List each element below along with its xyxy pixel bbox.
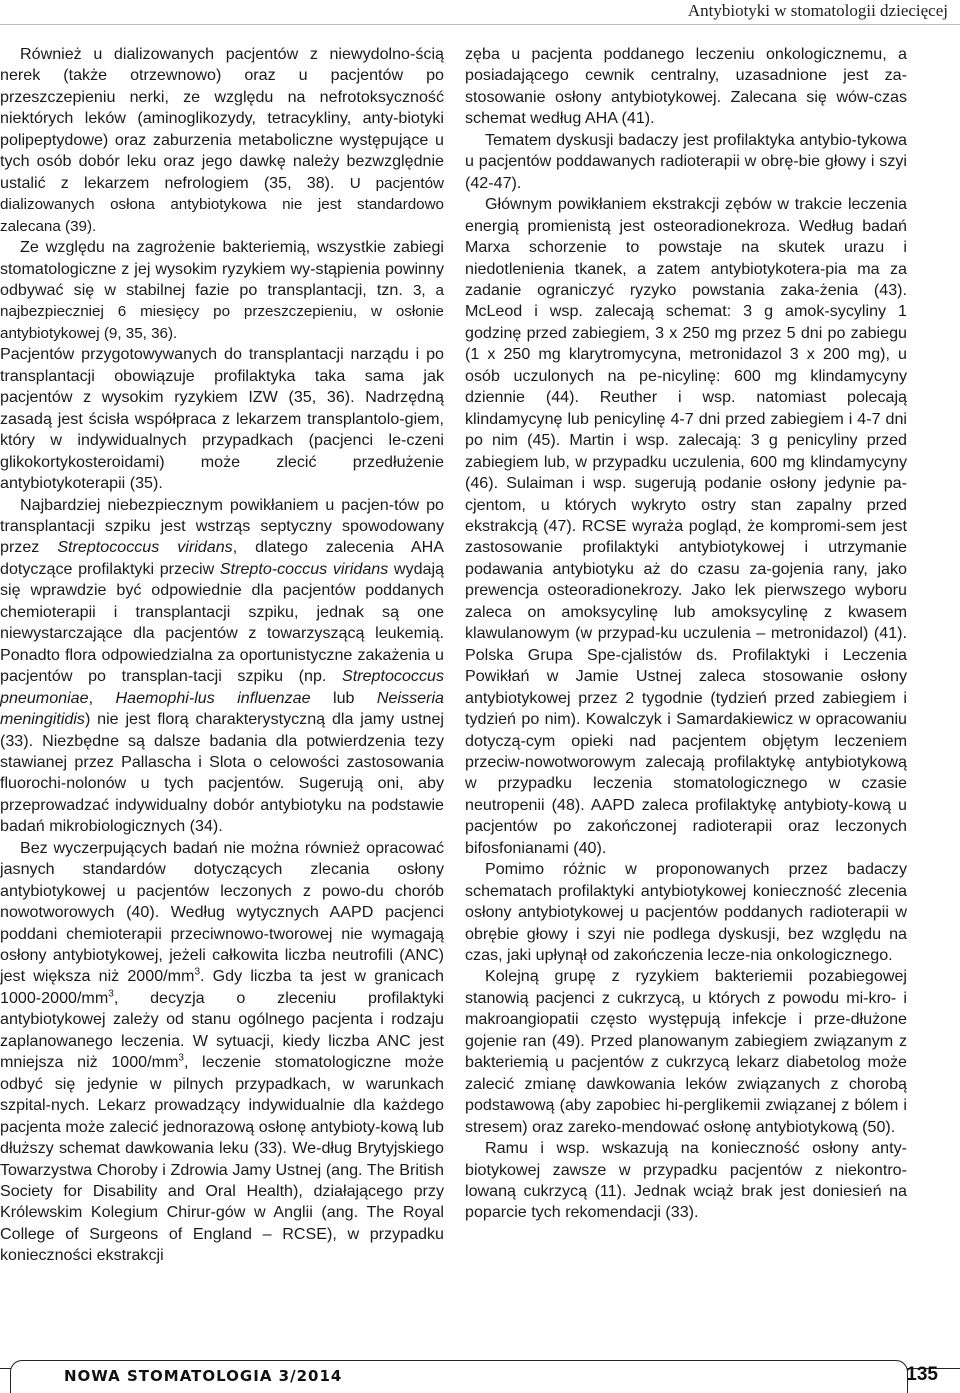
right-column xyxy=(465,44,907,1224)
paragraph: Również u dializowanych pacjentów z niewydolno-ścią nerek (także otrzewnowo) oraz u pacjentów po przeszczepieniu nerki, ze względu na nefrotoksyczność niektórych leków (aminoglikozydy, tetracykliny, anty-biotyki polipeptydowe) oraz zaburzenia metaboliczne występujące u tych osób dobór leku oraz jego dawkę należy bezwzględnie ustalić z lekarzem nefrologiem (35, 38). U pacjentów dializowanych osłona antybiotykowa nie jest standardowo zalecana (39). xyxy=(0,45,444,235)
running-title: Antybiotyki w stomatologii dziecięcej xyxy=(687,1,948,20)
paragraph: Głównym powikłaniem ekstrakcji zębów w trakcie leczenia energią promienistą jest osteoradionekroza. Według badań Marxa schorzenie to powstaje na skutek urazu i niedotlenienia tkanek, a zatem antybiotykotera-pia ma za zadanie ograniczyć ryzyko powstania zaka-żenia (43). McLeod i wsp. zalecają schemat: 3 g amok-sycyliny 1 godzinę przed zabiegiem, 3 x 250 mg przez 5 dni po zabiegu (1 x 250 mg klarytromycyna, metronidazol 3 x 200 mg), u osób uczulonych na pe-nicylinę: 600 mg klindamycyny dziennie (44). Reuther i wsp. natomiast polecają klindamycynę lub penicylinę 4-7 dni przed zabiegiem i 4-7 dni po nim (45). Martin i wsp. zalecają: 3 g penicyliny przed zabiegiem lub, w przypadku uczulenia, 600 mg klindamycyny (46). Sulaiman i wsp. sugerują podanie osłony jedynie pa-cjentom, u których wykryto ostry stan zapalny przed ekstrakcją (47). RCSE wyraża pogląd, że kompromi-sem jest zastosowanie profilaktyki antybiotykowej i utrzymanie podawania antybiotyku aż do czasu za-gojenia rany, jako prewencja osteoradionekrozy. Jako lek pierwszego wyboru zaleca on amoksycylinę lub amoksycylinę z kwasem klawulanowym (w przypad-ku uczulenia – metronidazol) (41). Polska Grupa Spe-cjalistów ds. Profilaktyki i Leczenia Powikłań w Jamie Ustnej zaleca stosowanie osłony antybiotykowej przez 2 tygodnie (tydzień przed zabiegiem i tydzień po nim). Kowalczyk i Samardakiewicz w opracowaniu dotyczą-cym opieki nad pacjentem objętym leczeniem przeciw-nowotworowym zalecają profilaktykę antybiotykową w przypadku leczenia stomatologicznego w czasie neutropenii (48). AAPD zaleca profilaktykę antybioty-kową u pacjentów po zakończonej radioterapii oraz leczonych bifosfonianami (40). xyxy=(465,195,907,857)
journal-name: NOWA STOMATOLOGIA 3/2014 xyxy=(64,1367,343,1385)
left-column xyxy=(0,44,444,1267)
paragraph: Tematem dyskusji badaczy jest profilaktyka antybio-tykowa u pacjentów poddawanych radioterapii w obrę-bie głowy i szyi (42-47). xyxy=(465,130,907,192)
header-rule xyxy=(0,24,960,25)
paragraph: Najbardziej niebezpiecznym powikłaniem u pacjen-tów po transplantacji szpiku jest wstrząs septyczny spowodowany przez Streptococcus viridans, dlatego zalecenia AHA dotyczące profilaktyki przeciw Strepto-coccus viridans wydają się wprawdzie być odpowiednie dla pacjentów poddanych chemioterapii i transplantacji szpiku, jednak są one niewystarczające dla pacjentów z towarzyszącą leukemią. Ponadto flora odpowiedzialna za oportunistyczne zakażenia u pacjentów po transplan-tacji szpiku (np. Streptococcus pneumoniae, Haemophi-lus influenzae lub Neisseria meningitidis) nie jest florą charakterystyczną dla jamy ustnej (33). Niezbędne są dalsze badania dla potwierdzenia tezy stawianej przez Pallascha i Slota o celowości zastosowania fluorochi-nolonów u tych pacjentów. Sugerują oni, aby przeprowadzać indywidualny dobór antybiotyku na podstawie badań mikrobiologicznych (34). xyxy=(0,495,445,836)
paragraph: Pacjentów przygotowywanych do transplantacji narządu i po transplantacji obowiązuje profilaktyka taka sama jak pacjentów z wysokim ryzykiem IZW (35, 36). Nadrzędną zasadą jest ścisła współpraca z lekarzem transplantolo-giem, który w indywidualnych przypadkach (pacjenci le-czeni glikokortykosteroidami) może zlecić przedłużenie antybiotykoterapii (35). xyxy=(0,345,444,493)
paragraph: Ze względu na zagrożenie bakteriemią, wszystkie zabiegi stomatologiczne z jej wysokim ryzykiem wy-stąpienia powinny odbywać się w stabilnej fazie po transplantacji, tzn. 3, a najbezpieczniej 6 miesięcy po przeszczepieniu, w osłonie antybiotykowej (9, 35, 36). xyxy=(0,238,444,342)
paragraph: Ramu i wsp. wskazują na konieczność osłony anty-biotykowej zawsze w przypadku pacjentów z niekontro-lowaną cukrzycą (11). Jednak wciąż brak jest doniesień na poparcie tych rekomendacji (33). xyxy=(465,1139,907,1222)
paragraph: Kolejną grupę z ryzykiem bakteriemii pozabiegowej stanowią pacjenci z cukrzycą, u których z powodu mi-kro- i makroangiopatii często występują infekcje i prze-dłużone gojenie ran (49). Przed planowanym zabiegiem związanym z bakteriemią u pacjentów z cukrzycą lekarz diabetolog może zalecić zmianę dawkowania leków związanych z chorobą podstawową (aby zapobiec hi-perglikemii związanej z bólem i stresem) oraz zareko-mendować osłonę antybiotykową (50). xyxy=(465,967,907,1136)
paragraph: zęba u pacjenta poddanego leczeniu onkologicznemu, a posiadającego cewnik centralny, uzasadnione jest za-stosowanie osłony antybiotykowej. Zalecana się wów-czas schemat według AHA (41). xyxy=(465,45,907,128)
page-number: 135 xyxy=(906,1364,938,1385)
paragraph: Bez wyczerpujących badań nie można również opracować jasnych standardów dotyczących zlecania osłony antybiotykowej u pacjentów leczonych z powo-du chorób nowotworowych (40). Według wytycznych AAPD pacjenci poddani chemioterapii przeciwnowo-tworowej nie wymagają osłony antybiotykowej, jeżeli całkowita liczba neutrofili (ANC) jest większa niż $2000/mm^3$. Gdy liczba ta jest w granicach $1000-2000/mm^3$, decyzja o zleceniu profilaktyki antybiotykowej zależy od stanu ogólnego pacjenta i rodzaju zaplanowanego leczenia. W sytuacji, kiedy liczba ANC jest mniejsza niż $1000/mm^3$, leczenie stomatologiczne może odbyć się jedynie w pilnych przypadkach, w warunkach szpital-nych. Lekarz prowadzący indywidualnie dla każdego pacjenta może zalecić jednorazową osłonę antybioty-kową lub dłuższy schemat dawkowania leku (33). We-dług Brytyjskiego Towarzystwa Choroby i Zdrowia Jamy Ustnej (ang. The British Society for Disability and Oral Health), działającego przy Królewskim Kolegium Chirur-gów w Anglii (ang. The Royal College of Surgeons of England – RCSE), w przypadku konieczności ekstrakcji xyxy=(0,838,444,1265)
paragraph: Pomimo różnic w proponowanych przez badaczy schematach profilaktyki antybiotykowej konieczność zlecenia osłony antybiotykowej u pacjentów poddanych radioterapii w obrębie głowy i szyi nie podlega dyskusji, bez względu na czas, jaki upłynął od zakończenia lecze-nia onkologicznego. xyxy=(465,860,907,965)
